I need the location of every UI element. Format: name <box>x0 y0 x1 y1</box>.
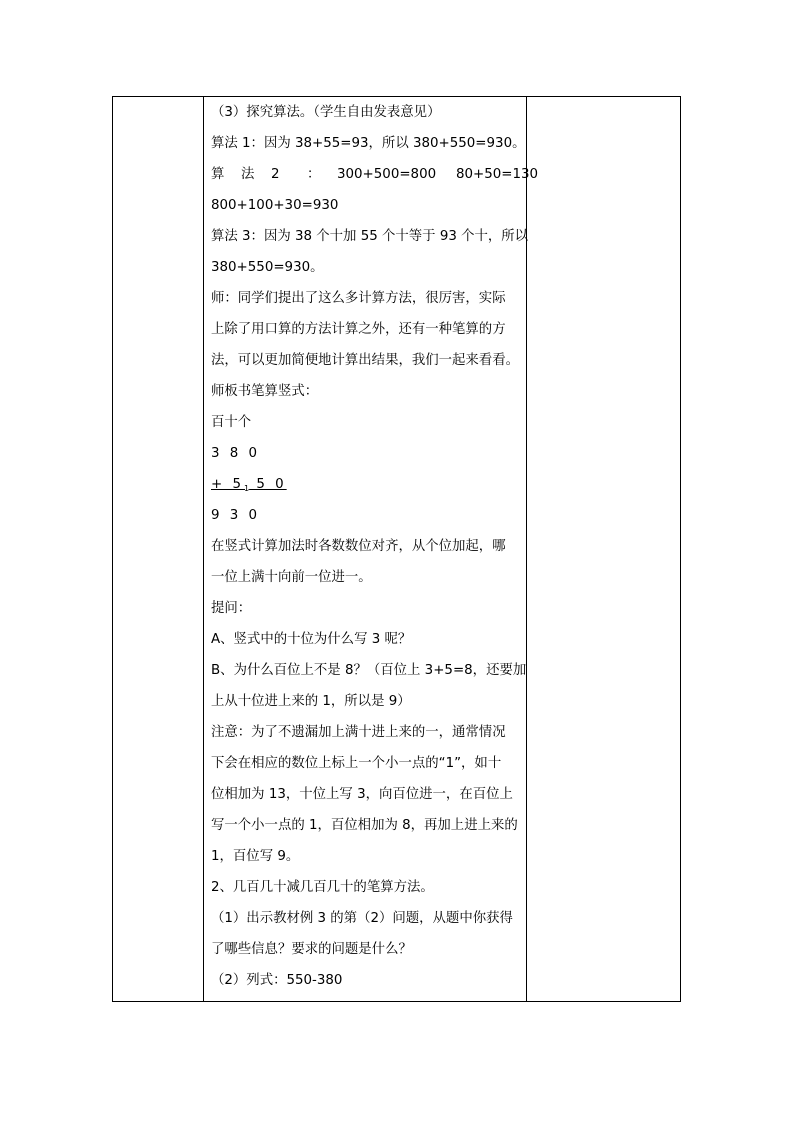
addend-2-lead: + 5 <box>211 477 244 492</box>
text-line: 2、几百几十减几百几十的笔算方法。 <box>211 880 434 895</box>
addend-2-rest: 5 0 <box>249 477 287 492</box>
text-line: 上从十位进上来的 1，所以是 9） <box>211 694 411 709</box>
text-fragment: ： <box>307 167 321 182</box>
text-line: 800+100+30=930 <box>211 198 339 213</box>
text-line: 380+550=930。 <box>211 260 324 275</box>
right-column-cell <box>526 97 680 1001</box>
text-line: 一位上满十向前一位进一。 <box>211 570 372 585</box>
text-line: 算法 3：因为 38 个十加 55 个十等于 93 个十，所以 <box>211 229 529 244</box>
text-line: 师：同学们提出了这么多计算方法，很厉害，实际 <box>211 291 506 306</box>
content-column-cell <box>204 97 539 1001</box>
text-line: 在竖式计算加法时各数数位对齐，从个位加起，哪 <box>211 539 506 554</box>
lesson-table <box>112 96 681 1002</box>
text-fragment: 算 <box>211 167 225 182</box>
text-line: A、竖式中的十位为什么写 3 呢？ <box>211 632 412 647</box>
sum-result: 9 3 0 <box>211 508 261 523</box>
text-line: 下会在相应的数位上标上一个小一点的“1”，如十 <box>211 756 502 771</box>
text-fragment: 2 <box>271 167 280 182</box>
text-line: 1，百位写 9。 <box>211 849 300 864</box>
text-line: 注意：为了不遗漏加上满十进上来的一，通常情况 <box>211 725 506 740</box>
text-line: B、为什么百位上不是 8？（百位上 3+5=8，还要加 <box>211 663 527 678</box>
text-fragment: 80+50=130 <box>456 167 539 182</box>
addend-1: 3 8 0 <box>211 446 261 461</box>
text-line: （2）列式：550-380 <box>211 973 343 988</box>
text-line: 提问： <box>211 601 252 616</box>
text-line: （3）探究算法。（学生自由发表意见） <box>211 105 441 120</box>
text-line: 法，可以更加简便地计算出结果，我们一起来看看。 <box>211 353 519 368</box>
addend-2 <box>211 477 287 497</box>
text-line: （1）出示教材例 3 的第（2）问题，从题中你获得 <box>211 911 513 926</box>
text-fragment: 300+500=800 <box>337 167 437 182</box>
text-fragment: 法 <box>241 167 255 182</box>
text-line: 师板书笔算竖式： <box>211 384 319 399</box>
text-line: 写一个小一点的 1，百位相加为 8，再加上进上来的 <box>211 818 518 833</box>
carry-mark: 1 <box>244 484 250 493</box>
text-line: 上除了用口算的方法计算之外，还有一种笔算的方 <box>211 322 506 337</box>
text-line: 算法 1：因为 38+55=93，所以 380+550=930。 <box>211 136 526 151</box>
text-line: 了哪些信息？要求的问题是什么？ <box>211 942 412 957</box>
left-column-cell <box>113 97 204 1001</box>
text-line: 位相加为 13，十位上写 3，向百位进一，在百位上 <box>211 787 513 802</box>
place-value-header: 百十个 <box>211 415 252 430</box>
